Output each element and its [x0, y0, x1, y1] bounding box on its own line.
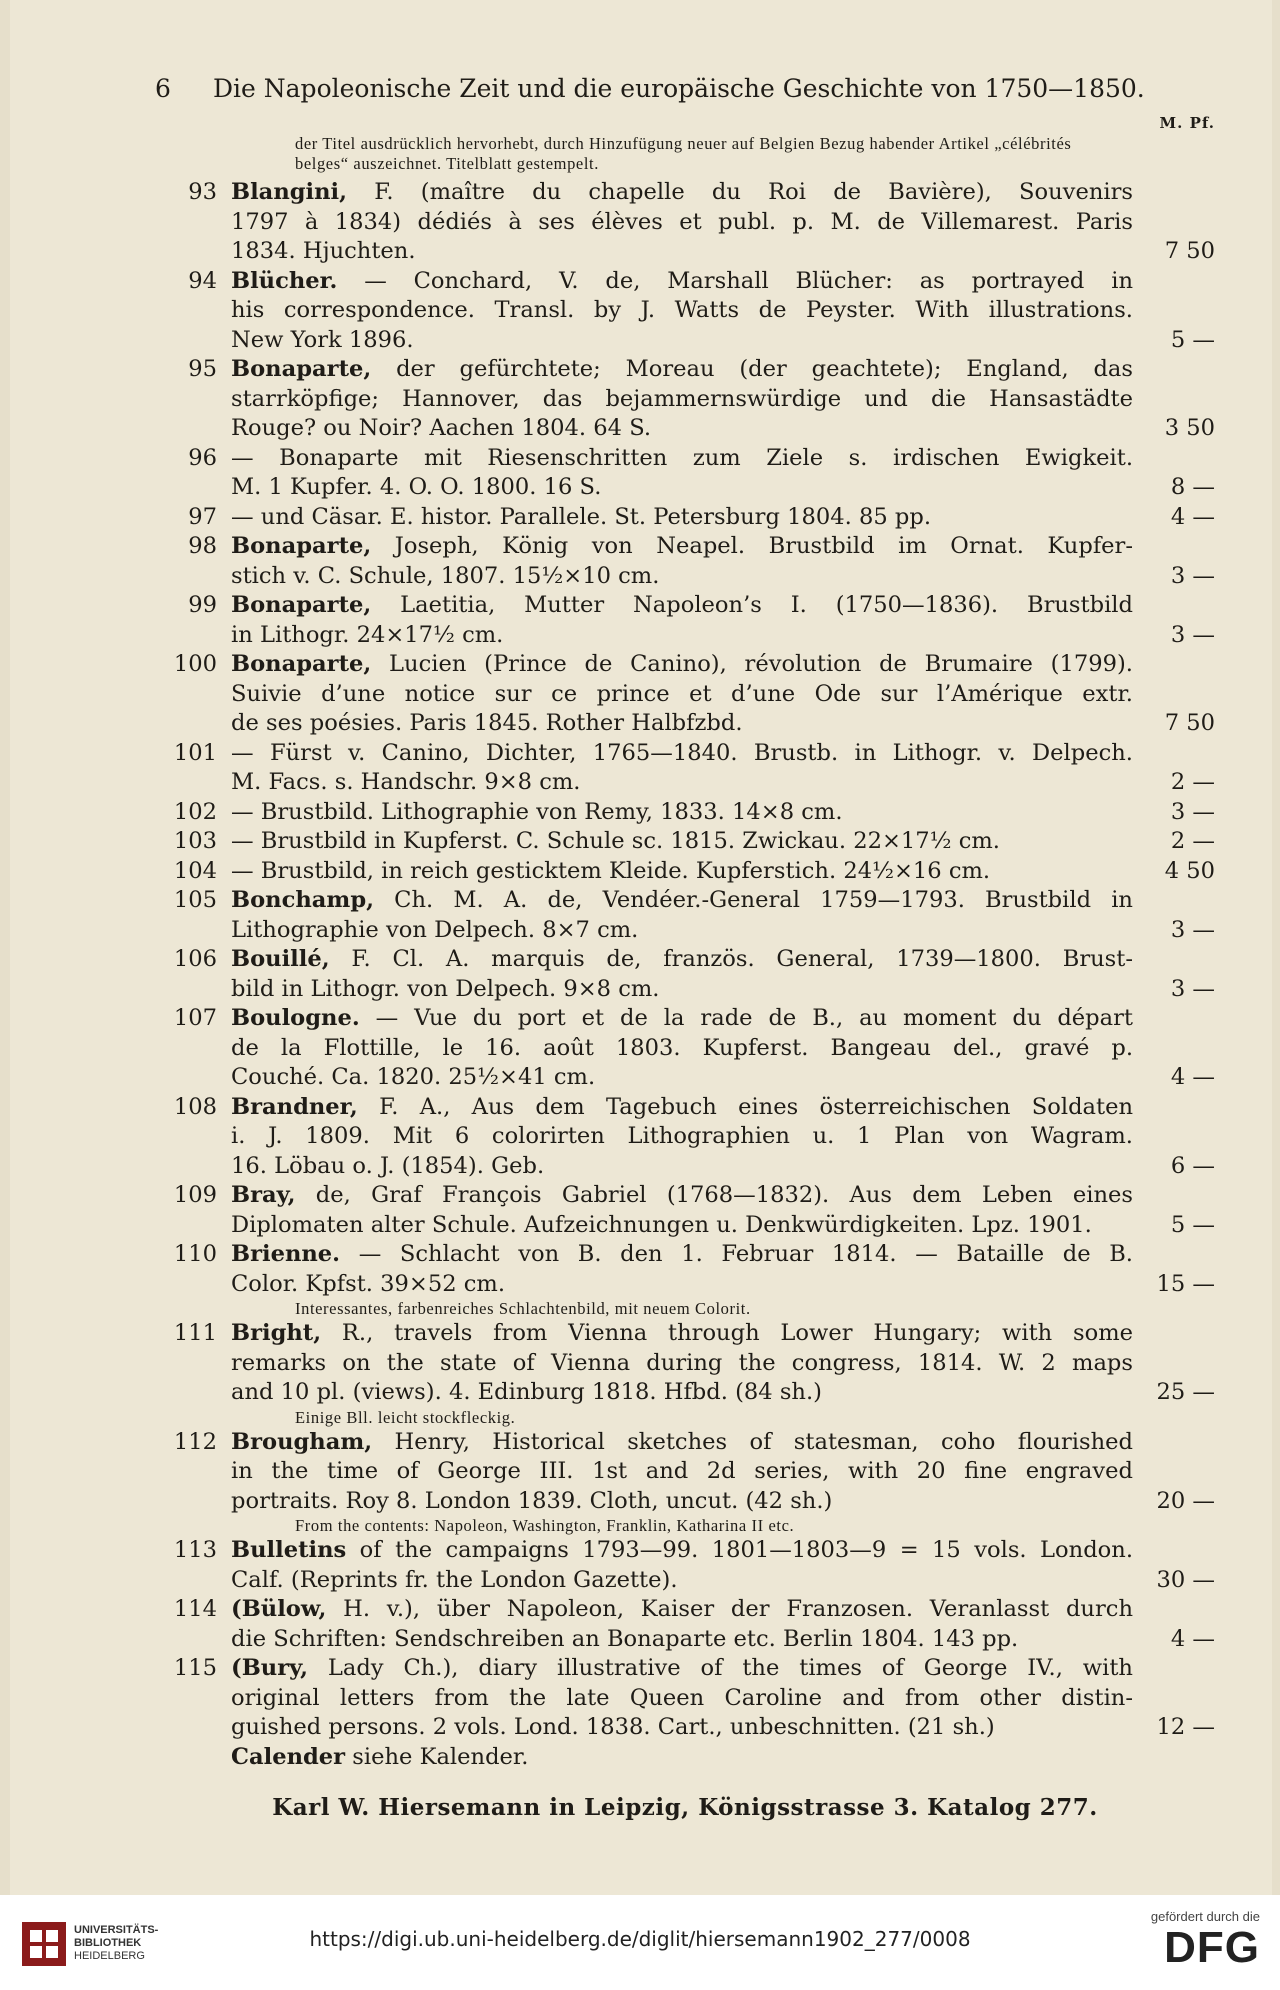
entry-line	[231, 267, 1215, 297]
entry-text: Bonaparte, Lucien (Prince de Canino), révolution de Brumaire (1799).	[231, 651, 1133, 677]
entry-text: and 10 pl. (views). 4. Edinburg 1818. Hfbd. (84 sh.)	[231, 1379, 822, 1405]
entry-body	[217, 178, 1215, 267]
entry-text: Calf. (Reprints fr. the London Gazette).	[231, 1566, 678, 1593]
entry-number: 103	[173, 828, 217, 854]
catalog-entry	[155, 1240, 1215, 1299]
entry-keyword: Bonaparte,	[231, 533, 372, 559]
entry-price: 4 —	[1170, 503, 1215, 530]
entry-line	[231, 1181, 1215, 1211]
catalog-entry	[155, 827, 1215, 857]
catalog-entry	[155, 1319, 1215, 1408]
entry-text: Boulogne. — Vue du port et de la rade de B., au moment du départ	[231, 1005, 1133, 1031]
entry-line	[231, 237, 1215, 267]
entry-price: 4 —	[1170, 1064, 1215, 1090]
entry-price	[1133, 1595, 1215, 1625]
entry-body	[217, 1536, 1215, 1595]
catalog-entry	[155, 857, 1215, 887]
entry-line	[231, 355, 1215, 385]
entry-text: Bonchamp, Ch. M. A. de, Vendéer.-General 1759—1793. Brustbild in	[231, 887, 1133, 913]
entry-keyword: Brienne.	[231, 1241, 341, 1267]
entry-list	[155, 178, 1215, 1772]
entry-line	[231, 621, 1215, 651]
entry-number: 102	[173, 798, 217, 825]
entry-text: — Brustbild. Lithographie von Remy, 1833. 14×8 cm.	[231, 798, 843, 825]
entry-body	[217, 267, 1215, 356]
entry-text: Bonaparte, Joseph, König von Neapel. Brustbild im Ornat. Kupfer-	[231, 533, 1133, 559]
entry-text: guished persons. 2 vols. Lond. 1838. Cart., unbeschnitten. (21 sh.)	[231, 1714, 995, 1740]
entry-text: — Fürst v. Canino, Dichter, 1765—1840. Brustb. in Lithogr. v. Delpech.	[231, 739, 1133, 766]
entry-line	[231, 1566, 1215, 1596]
catalog-page	[10, 0, 1272, 1895]
entry-keyword: Bonaparte,	[231, 356, 372, 382]
entry-number: 112	[173, 1428, 217, 1455]
entry-price: 8 —	[1170, 474, 1215, 500]
catalog-entry	[155, 591, 1215, 650]
entry-text: 1797 à 1834) dédiés à ses élèves et publ. p. M. de Villemarest. Paris	[231, 208, 1133, 235]
entry-price	[1133, 1428, 1215, 1458]
entry-price	[1133, 208, 1215, 238]
entry-number: 108	[173, 1093, 217, 1120]
entry-keyword: Brandner,	[231, 1093, 358, 1120]
entry-text: die Schriften: Sendschreiben an Bonaparte etc. Berlin 1804. 143 pp.	[231, 1625, 1019, 1652]
entry-line	[231, 1152, 1215, 1182]
entry-line	[231, 1240, 1215, 1270]
entry-text: Suivie d’une notice sur ce prince et d’une Ode sur l’Amérique extr.	[231, 680, 1133, 707]
entry-note: From the contents: Napoleon, Washington, Franklin, Katharina II etc.	[295, 1516, 795, 1535]
entry-line	[231, 1457, 1215, 1487]
entry-line	[231, 1536, 1215, 1566]
entry-body	[217, 1181, 1215, 1240]
entry-body	[217, 1428, 1215, 1517]
entry-price: 30 —	[1156, 1566, 1215, 1593]
entry-line	[231, 827, 1215, 857]
entry-keyword: (Bülow,	[231, 1596, 327, 1622]
entry-keyword: Bulletins	[231, 1537, 347, 1563]
entry-number: 93	[188, 179, 217, 205]
entry-number: 99	[188, 592, 217, 618]
entry-price	[1133, 650, 1215, 680]
entry-text: bild in Lithogr. von Delpech. 9×8 cm.	[231, 975, 660, 1002]
entry-line	[231, 591, 1215, 621]
catalog-entry	[155, 1595, 1215, 1654]
entry-number: 110	[173, 1241, 217, 1267]
entry-line	[231, 1743, 1215, 1773]
entry-body	[217, 1093, 1215, 1182]
library-name-line1: UNIVERSITÄTS-	[74, 1924, 159, 1936]
entry-body	[217, 739, 1215, 798]
entry-text: Calender siehe Kalender.	[231, 1743, 529, 1770]
entry-number: 115	[173, 1655, 217, 1681]
entry-line	[231, 1684, 1215, 1714]
entry-number: 109	[173, 1182, 217, 1208]
entry-line	[231, 650, 1215, 680]
entry-text: remarks on the state of Vienna during the congress, 1814. W. 2 maps	[231, 1349, 1133, 1376]
entry-price: 4 —	[1170, 1625, 1215, 1652]
entry-keyword: Bouillé,	[231, 946, 330, 972]
viewer-bottom-bar	[0, 1895, 1280, 1990]
entry-body	[217, 1240, 1215, 1299]
entry-line	[231, 798, 1215, 828]
catalog-entry	[155, 739, 1215, 798]
entry-line	[231, 1063, 1215, 1093]
entry-text: stich v. C. Schule, 1807. 15½×10 cm.	[231, 562, 660, 589]
entry-line	[231, 503, 1215, 533]
library-name-line2: BIBLIOTHEK	[74, 1937, 142, 1949]
entry-note: Einige Bll. leicht stockfleckig.	[295, 1407, 516, 1427]
entry-line	[231, 1428, 1215, 1458]
page-number: 6	[155, 74, 171, 103]
entry-line	[231, 1093, 1215, 1123]
entry-price	[1133, 385, 1215, 415]
entry-price: 3 50	[1164, 415, 1215, 441]
entry-keyword: Bray,	[231, 1182, 296, 1208]
entry-line	[231, 916, 1215, 946]
entry-text: Color. Kpfst. 39×52 cm.	[231, 1270, 506, 1297]
entry-price	[1133, 886, 1215, 916]
entry-price	[1133, 1034, 1215, 1064]
entry-text: — Bonaparte mit Riesenschritten zum Ziele s. irdischen Ewigkeit.	[231, 444, 1133, 471]
entry-number: 111	[173, 1320, 217, 1346]
entry-line	[231, 178, 1215, 208]
entry-line	[231, 945, 1215, 975]
entry-body	[217, 503, 1215, 533]
entry-text: Rouge? ou Noir? Aachen 1804. 64 S.	[231, 415, 652, 441]
entry-text: Blücher. — Conchard, V. de, Marshall Blücher: as portrayed in	[231, 267, 1133, 294]
page-title: Die Napoleonische Zeit und die europäische Geschichte von 1750—1850.	[213, 74, 1145, 103]
dfg-wordmark: DFG	[1164, 1923, 1260, 1972]
entry-number: 101	[173, 739, 217, 766]
entry-line	[231, 1378, 1215, 1408]
page-content	[155, 74, 1215, 1821]
entry-text: i. J. 1809. Mit 6 colorirten Lithographien u. 1 Plan von Wagram.	[231, 1123, 1133, 1149]
entry-line	[231, 1713, 1215, 1743]
entry-number: 97	[188, 503, 217, 530]
entry-body	[217, 591, 1215, 650]
entry-keyword: Bonaparte,	[231, 592, 372, 618]
entry-text: M. 1 Kupfer. 4. O. O. 1800. 16 S.	[231, 474, 602, 500]
entry-number: 104	[173, 857, 217, 884]
entry-line	[231, 532, 1215, 562]
entry-text: Diplomaten alter Schule. Aufzeichnungen u. Denkwürdigkeiten. Lpz. 1901.	[231, 1211, 1092, 1238]
entry-price: 15 —	[1156, 1270, 1215, 1297]
entry-text: portraits. Roy 8. London 1839. Cloth, uncut. (42 sh.)	[231, 1487, 833, 1514]
dfg-logo[interactable]	[1120, 1909, 1260, 1981]
intro-note: der Titel ausdrücklich hervorhebt, durch Hinzufügung neuer auf Belgien Bezug habender Artikel „célébrités belges“ auszeichnet. Titelblatt gestempelt.	[295, 134, 1072, 173]
entry-text: — Brustbild, in reich gesticktem Kleide. Kupferstich. 24½×16 cm.	[231, 857, 991, 884]
entry-line	[231, 385, 1215, 415]
price-column-label: M. Pf.	[1159, 114, 1215, 132]
entry-text: 16. Löbau o. J. (1854). Geb.	[231, 1152, 545, 1179]
entry-text: Blangini, F. (maître du chapelle du Roi de Bavière), Souvenirs	[231, 179, 1133, 205]
entry-price	[1133, 1319, 1215, 1349]
entry-line	[231, 1349, 1215, 1379]
entry-line	[231, 1654, 1215, 1684]
entry-price: 25 —	[1156, 1379, 1215, 1405]
entry-line	[231, 414, 1215, 444]
catalog-entry	[155, 1536, 1215, 1595]
entry-keyword: Blücher.	[231, 267, 338, 294]
entry-keyword: Boulogne.	[231, 1005, 360, 1031]
entry-price	[1133, 444, 1215, 474]
entry-text: — Brustbild in Kupferst. C. Schule sc. 1815. Zwickau. 22×17½ cm.	[231, 828, 1000, 854]
entry-price	[1133, 591, 1215, 621]
entry-body	[217, 355, 1215, 444]
entry-line	[231, 680, 1215, 710]
entry-body	[217, 827, 1215, 857]
entry-price	[1133, 178, 1215, 208]
entry-note: Interessantes, farbenreiches Schlachtenbild, mit neuem Colorit.	[295, 1299, 751, 1318]
entry-line	[231, 768, 1215, 798]
entry-text: Bright, R., travels from Vienna through Lower Hungary; with some	[231, 1320, 1133, 1346]
catalog-entry	[155, 444, 1215, 503]
entry-price	[1133, 267, 1215, 297]
entry-text: Brandner, F. A., Aus dem Tagebuch eines österreichischen Soldaten	[231, 1093, 1133, 1120]
entry-price	[1133, 532, 1215, 562]
entry-line	[231, 1319, 1215, 1349]
funding-label: gefördert durch die	[1150, 1909, 1260, 1924]
catalog-entry	[155, 945, 1215, 1004]
entry-keyword: Blangini,	[231, 179, 348, 205]
entry-body	[217, 444, 1215, 503]
catalog-entry	[155, 267, 1215, 356]
catalog-entry	[155, 1428, 1215, 1517]
entry-text: Bray, de, Graf François Gabriel (1768—1832). Aus dem Leben eines	[231, 1182, 1133, 1208]
entry-line	[231, 562, 1215, 592]
entry-body	[217, 1004, 1215, 1093]
entry-text: Brienne. — Schlacht von B. den 1. Februar 1814. — Bataille de B.	[231, 1241, 1133, 1267]
entry-text: Couché. Ca. 1820. 25½×41 cm.	[231, 1064, 596, 1090]
entry-number: 105	[173, 887, 217, 913]
entry-text: original letters from the late Queen Caroline and from other distin-	[231, 1684, 1133, 1711]
catalog-entry	[155, 532, 1215, 591]
entry-price: 3 —	[1170, 798, 1215, 825]
entry-price	[1133, 1536, 1215, 1566]
entry-text: Bonaparte, der gefürchtete; Moreau (der geachtete); England, das	[231, 356, 1133, 382]
entry-keyword: Brougham,	[231, 1428, 373, 1455]
entry-price: 4 50	[1164, 857, 1215, 884]
entry-price: 12 —	[1156, 1714, 1215, 1740]
entry-text: Bulletins of the campaigns 1793—99. 1801—1803—9 = 15 vols. London.	[231, 1537, 1133, 1563]
entry-number: 114	[173, 1596, 217, 1622]
entry-price	[1133, 1684, 1215, 1714]
entry-price	[1133, 296, 1215, 326]
entry-body	[217, 1319, 1215, 1408]
entry-price	[1133, 355, 1215, 385]
entry-line	[231, 886, 1215, 916]
entry-line	[231, 296, 1215, 326]
entry-line	[231, 473, 1215, 503]
catalog-footer: Karl W. Hiersemann in Leipzig, Königsstrasse 3. Katalog 277.	[272, 1794, 1098, 1821]
entry-line	[231, 1487, 1215, 1517]
entry-price	[1133, 1349, 1215, 1379]
entry-number: 96	[188, 444, 217, 471]
entry-keyword: Calender	[231, 1743, 346, 1770]
running-header	[155, 74, 1215, 108]
catalog-entry	[155, 1654, 1215, 1772]
entry-line	[231, 1211, 1215, 1241]
entry-body	[217, 886, 1215, 945]
entry-price: 5 —	[1170, 1211, 1215, 1238]
entry-price	[1133, 1122, 1215, 1152]
entry-line	[231, 975, 1215, 1005]
entry-text: — und Cäsar. E. histor. Parallele. St. Petersburg 1804. 85 pp.	[231, 503, 932, 530]
catalog-entry	[155, 798, 1215, 828]
entry-text: in the time of George III. 1st and 2d series, with 20 fine engraved	[231, 1458, 1133, 1484]
entry-line	[231, 709, 1215, 739]
entry-line	[231, 326, 1215, 356]
entry-price: 3 —	[1170, 916, 1215, 943]
entry-text: de ses poésies. Paris 1845. Rother Halbfzbd.	[231, 710, 743, 736]
entry-price: 3 —	[1170, 975, 1215, 1002]
entry-body	[217, 857, 1215, 887]
entry-price	[1133, 1004, 1215, 1034]
entry-body	[217, 798, 1215, 828]
entry-body	[217, 1595, 1215, 1654]
entry-number: 113	[173, 1537, 217, 1563]
entry-line	[231, 739, 1215, 769]
entry-price: 3 —	[1170, 621, 1215, 648]
entry-price	[1133, 680, 1215, 710]
entry-price	[1133, 1240, 1215, 1270]
entry-keyword: Bonchamp,	[231, 887, 374, 913]
entry-line	[231, 1270, 1215, 1300]
entry-line	[231, 1595, 1215, 1625]
entry-line	[231, 444, 1215, 474]
entry-text: (Bülow, H. v.), über Napoleon, Kaiser der Franzosen. Veranlasst durch	[231, 1596, 1133, 1622]
entry-price: 2 —	[1170, 769, 1215, 795]
permalink-url[interactable]: https://digi.ub.uni-heidelberg.de/diglit/hiersemann1902_277/0008	[309, 1927, 971, 1951]
entry-text: (Bury, Lady Ch.), diary illustrative of the times of George IV., with	[231, 1655, 1133, 1681]
entry-price	[1133, 1457, 1215, 1487]
entry-text: 1834. Hjuchten.	[231, 238, 416, 264]
entry-line	[231, 1034, 1215, 1064]
entry-price	[1133, 1181, 1215, 1211]
entry-number: 94	[188, 267, 217, 294]
library-name-line3: HEIDELBERG	[74, 1950, 145, 1962]
entry-body	[217, 650, 1215, 739]
entry-text: Brougham, Henry, Historical sketches of statesman, coho flourished	[231, 1428, 1133, 1455]
entry-price: 7 50	[1164, 238, 1215, 264]
catalog-entry	[155, 1093, 1215, 1182]
entry-text: M. Facs. s. Handschr. 9×8 cm.	[231, 769, 581, 795]
entry-body	[217, 532, 1215, 591]
entry-price: 6 —	[1170, 1152, 1215, 1179]
entry-keyword: (Bury,	[231, 1655, 308, 1681]
entry-price: 20 —	[1156, 1487, 1215, 1514]
entry-price	[1133, 1743, 1215, 1773]
entry-price	[1133, 1093, 1215, 1123]
entry-keyword: Bright,	[231, 1320, 322, 1346]
entry-price: 7 50	[1164, 710, 1215, 736]
entry-number: 95	[188, 356, 217, 382]
entry-price	[1133, 739, 1215, 769]
entry-text: New York 1896.	[231, 326, 414, 353]
catalog-entry	[155, 650, 1215, 739]
entry-text: de la Flottille, le 16. août 1803. Kupferst. Bangeau del., gravé p.	[231, 1034, 1133, 1061]
entry-price	[1133, 945, 1215, 975]
catalog-entry	[155, 178, 1215, 267]
entry-text: Bouillé, F. Cl. A. marquis de, französ. General, 1739—1800. Brust-	[231, 946, 1133, 972]
entry-text: his correspondence. Transl. by J. Watts de Peyster. With illustrations.	[231, 297, 1133, 323]
entry-line	[231, 1122, 1215, 1152]
entry-line	[231, 1625, 1215, 1655]
entry-body	[217, 945, 1215, 1004]
entry-number: 100	[173, 651, 217, 677]
entry-number: 107	[173, 1005, 217, 1031]
entry-line	[231, 857, 1215, 887]
catalog-entry	[155, 886, 1215, 945]
entry-text: Lithographie von Delpech. 8×7 cm.	[231, 916, 639, 943]
entry-text: Bonaparte, Laetitia, Mutter Napoleon’s I. (1750—1836). Brustbild	[231, 592, 1133, 618]
catalog-entry	[155, 1004, 1215, 1093]
entry-number: 98	[188, 533, 217, 559]
catalog-entry	[155, 503, 1215, 533]
entry-text: starrköpfige; Hannover, das bejammernswürdige und die Hansastädte	[231, 385, 1133, 412]
entry-price: 5 —	[1170, 326, 1215, 353]
entry-line	[231, 208, 1215, 238]
entry-keyword: Bonaparte,	[231, 651, 372, 677]
entry-body	[217, 1654, 1215, 1772]
catalog-entry	[155, 355, 1215, 444]
entry-price: 2 —	[1170, 828, 1215, 854]
entry-number: 106	[173, 946, 217, 972]
entry-price: 3 —	[1170, 562, 1215, 589]
entry-price	[1133, 1654, 1215, 1684]
catalog-entry	[155, 1181, 1215, 1240]
entry-line	[231, 1004, 1215, 1034]
entry-text: in Lithogr. 24×17½ cm.	[231, 621, 504, 648]
